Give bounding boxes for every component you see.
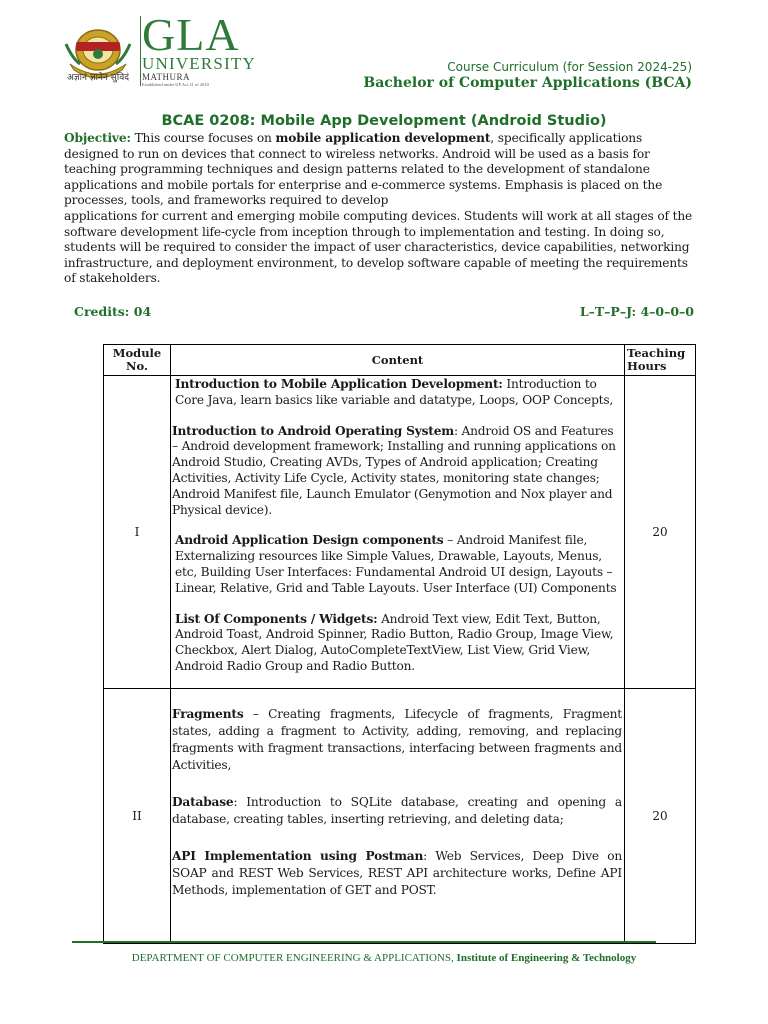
topic [172,848,622,899]
curriculum-table [103,344,696,944]
objective-label: Objective: [64,131,131,145]
header-content: Content [171,345,625,376]
teaching-hours: 20 [625,689,696,944]
topic-heading: Fragments [172,707,244,721]
topic-text: – Android Manifest file, Externalizing resources like Simple Values, Drawable, Layouts, Menus, etc, Building User Interfaces: Fundamental Android UI design, Layouts – Linear, Relative, Grid and Table Layouts. User Interface (UI) Components [175,533,617,595]
table-row [104,376,696,689]
objective-post: , specifically applications designed to run on devices that connect to wireless networks. Android will be used as a basis for teaching programming techniques and design patterns related to the development of standalone applications and mobile portals for enterprise and e-commerce systems. Emphasis is placed on the processes, tools, and frameworks required to develop [64,131,663,208]
topic-text: – Creating fragments, Lifecycle of fragments, Fragment states, adding a fragment to Activity, adding, removing, and replacing fragments with fragment transactions, interfacing between fragments and Activities, [172,707,622,772]
topic-text: : Web Services, Deep Dive on SOAP and REST Web Services, REST API architecture works, Define API Methods, implementation of GET and POST. [172,849,622,897]
module-number: II [104,689,171,944]
topic-text: : Android OS and Features – Android development framework; Installing and running applications on Android Studio, Creating AVDs, Types of Android application; Creating Activities, Activity Life Cycle, Activity states, monitoring state changes; Android Manifest file, Launch Emulator (Genymotion and Nox player and Physical device). [172,423,616,517]
curriculum-session: Course Curriculum (for Session 2024-25) [447,60,692,74]
ltpj: L–T–P–J: 4–0–0–0 [579,304,694,319]
objective-bold: mobile application development [275,131,491,145]
table-row [104,689,696,944]
objective-pre: This course focuses on [134,131,272,145]
topic [172,424,622,519]
module-content [171,376,625,689]
course-objective [64,131,696,287]
header-module: Module No. [104,345,171,376]
university-wordmark [142,9,256,88]
topic-heading: Introduction to Android Operating System [172,423,454,438]
topic-text: Android Text view, Edit Text, Button, Android Toast, Android Spinner, Radio Button, Radio Group, Image View, Checkbox, Alert Dialog, AutoCompleteTextView, List View, Grid View, Android Radio Group and Radio Button. [175,611,614,673]
topic-heading: API Implementation using Postman [172,849,424,863]
footer-institute: Institute of Engineering & Technology [456,952,637,964]
topic [172,794,622,828]
topic [172,612,622,675]
logo-city: MATHURA [142,72,191,82]
university-motto: अज्ञानं ज्ञानेन सुविदं [67,73,129,83]
table-header-row [104,345,696,376]
topic-heading: Android Application Design components [175,533,444,548]
topic-text: : Introduction to SQLite database, creating and opening a database, creating tables, inserting retrieving, and deleting data; [172,795,622,826]
logo-gla: GLA [142,9,240,60]
logo-university: UNIVERSITY [142,54,256,73]
course-title: BCAE 0208: Mobile App Development (Android Studio) [161,113,607,129]
topic [172,377,622,409]
footer [0,952,768,964]
teaching-hours: 20 [625,376,696,689]
topic-heading: Introduction to Mobile Application Development: [175,377,503,391]
header-hours: Teaching Hours [625,345,696,376]
footer-divider [72,941,656,943]
topic [172,706,622,774]
logo-divider [140,16,141,86]
footer-department: DEPARTMENT OF COMPUTER ENGINEERING & APPLICATIONS, [131,952,454,964]
module-number: I [104,376,171,689]
logo-tagline: Established under UP Act 21 of 2010 [142,82,209,87]
module-content [171,689,625,944]
credits: Credits: 04 [74,304,152,319]
topic [172,533,622,596]
program-name: Bachelor of Computer Applications (BCA) [363,75,692,91]
topic-heading: Database [172,795,234,809]
topic-text: Introduction to Core Java, learn basics like variable and datatype, Loops, OOP Concepts, [175,377,614,407]
topic-heading: List Of Components / Widgets: [175,611,378,626]
objective-continued: applications for current and emerging mobile computing devices. Students will work at all stages of the software development life-cycle from inception through to implementation and testing. In doing so, students will be required to consider the impact of user characteristics, device capabilities, networking infrastructure, and deployment environment, to develop software capable of meeting the requirements of stakeholders. [64,208,693,286]
